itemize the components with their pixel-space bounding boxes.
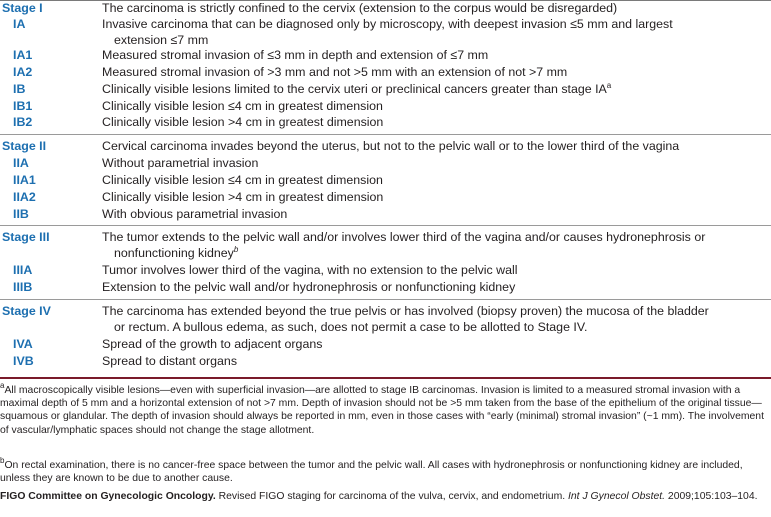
stage-description-continuation-text: nonfunctioning kidney <box>114 245 234 260</box>
stage-description <box>103 304 769 335</box>
stage-label: Stage I <box>2 1 43 15</box>
stage-description-line: Invasive carcinoma that can be diagnosed only by microscopy, with deepest invasion ≤5 mm and largest <box>102 17 673 31</box>
group-divider <box>0 225 771 226</box>
stage-description-line: The carcinoma has extended beyond the true pelvis or has involved (biopsy proven) the mucosa of the bladder <box>102 304 709 318</box>
group-divider <box>0 299 771 300</box>
stage-label: IIIA <box>13 263 33 277</box>
stage-description: Clinically visible lesion ≤4 cm in greatest dimension <box>102 173 383 187</box>
stage-label: IIA1 <box>13 173 36 187</box>
stage-description: Tumor involves lower third of the vagina, with no extension to the pelvic wall <box>102 263 518 277</box>
stage-label: IB1 <box>13 99 33 113</box>
stage-description <box>103 17 769 48</box>
source-label: FIGO Committee on Gynecologic Oncology. <box>0 491 216 502</box>
stage-description: Measured stromal invasion of >3 mm and not >5 mm with an extension of not >7 mm <box>102 65 568 79</box>
stage-description: Measured stromal invasion of ≤3 mm in depth and extension of ≤7 mm <box>102 48 489 62</box>
footnote-marker: b <box>233 244 239 254</box>
stage-label: IIA2 <box>13 190 36 204</box>
stage-description: Spread to distant organs <box>102 354 238 368</box>
stage-description: Clinically visible lesion >4 cm in greatest dimension <box>102 115 384 129</box>
stage-description <box>103 230 769 261</box>
footnote-mark: a <box>0 381 5 390</box>
source-citation <box>0 490 768 503</box>
footnote-b <box>0 456 768 485</box>
footnote-text: On rectal examination, there is no cancer-free space between the tumor and the pelvic wall. All cases with hydronephrosis or nonfunctioning kidney are included, unless they are known to be due to another cause. <box>0 460 743 485</box>
stage-description: Extension to the pelvic wall and/or hydronephrosis or nonfunctioning kidney <box>102 280 516 294</box>
stage-description: The carcinoma is strictly confined to the cervix (extension to the corpus would be disregarded) <box>102 1 618 15</box>
stage-description: Without parametrial invasion <box>102 156 259 170</box>
stage-label: IA2 <box>13 65 33 79</box>
footnote-a <box>0 381 768 437</box>
stage-description-line: Clinically visible lesions limited to the cervix uteri or preclinical cancers greater than stage IA <box>102 82 607 96</box>
stage-description: Cervical carcinoma invades beyond the uterus, but not to the pelvic wall or to the lower third of the vagina <box>102 139 680 153</box>
stage-description-continuation: or rectum. A bullous edema, as such, does not permit a case to be allotted to Stage IV. <box>114 319 588 334</box>
stage-description: Clinically visible lesion ≤4 cm in greatest dimension <box>102 99 383 113</box>
stage-description-line: The tumor extends to the pelvic wall and/or involves lower third of the vagina and/or causes hydronephrosis or <box>102 230 706 244</box>
stage-description-continuation <box>103 246 769 262</box>
source-journal: Int J Gynecol Obstet. <box>568 491 666 502</box>
stage-description: Clinically visible lesion >4 cm in greatest dimension <box>102 190 384 204</box>
stage-label: IB <box>13 82 26 96</box>
stage-label: IIIB <box>13 280 33 294</box>
source-citation-detail: 2009;105:103–104. <box>665 491 758 502</box>
footnote-mark: b <box>0 456 5 465</box>
stage-label: IB2 <box>13 115 33 129</box>
footnote-text: All macroscopically visible lesions—even with superficial invasion—are allotted to stage IB carcinomas. Invasion is limited to a measured stromal invasion with a maximal depth of 5 mm and a horizontal extension of not >7 mm. Depth of invasion should not be >5 mm taken from the base of the epithelium of the original tissue—squamous or glandular. The depth of invasion should always be reported in mm, even in those cases with “early (minimal) stromal invasion” (~1 mm). The involvement of vascular/lymphatic spaces should not change the stage allotment. <box>0 385 764 436</box>
stage-description: Spread of the growth to adjacent organs <box>102 337 323 351</box>
stage-label: Stage II <box>2 139 47 153</box>
stage-label: IA1 <box>13 48 33 62</box>
stage-label: Stage IV <box>2 304 51 318</box>
stage-label: IIB <box>13 207 29 221</box>
stage-description: With obvious parametrial invasion <box>102 207 288 221</box>
stage-label: IIA <box>13 156 29 170</box>
stage-label: IA <box>13 17 26 31</box>
table-bottom-rule <box>0 377 771 379</box>
stage-description <box>103 82 769 98</box>
stage-label: IVB <box>13 354 34 368</box>
group-divider <box>0 134 771 135</box>
stage-label: Stage III <box>2 230 50 244</box>
footnote-marker: a <box>606 81 612 90</box>
stage-label: IVA <box>13 337 33 351</box>
stage-description-continuation: extension ≤7 mm <box>114 32 209 47</box>
source-text: Revised FIGO staging for carcinoma of the vulva, cervix, and endometrium. <box>215 491 569 502</box>
